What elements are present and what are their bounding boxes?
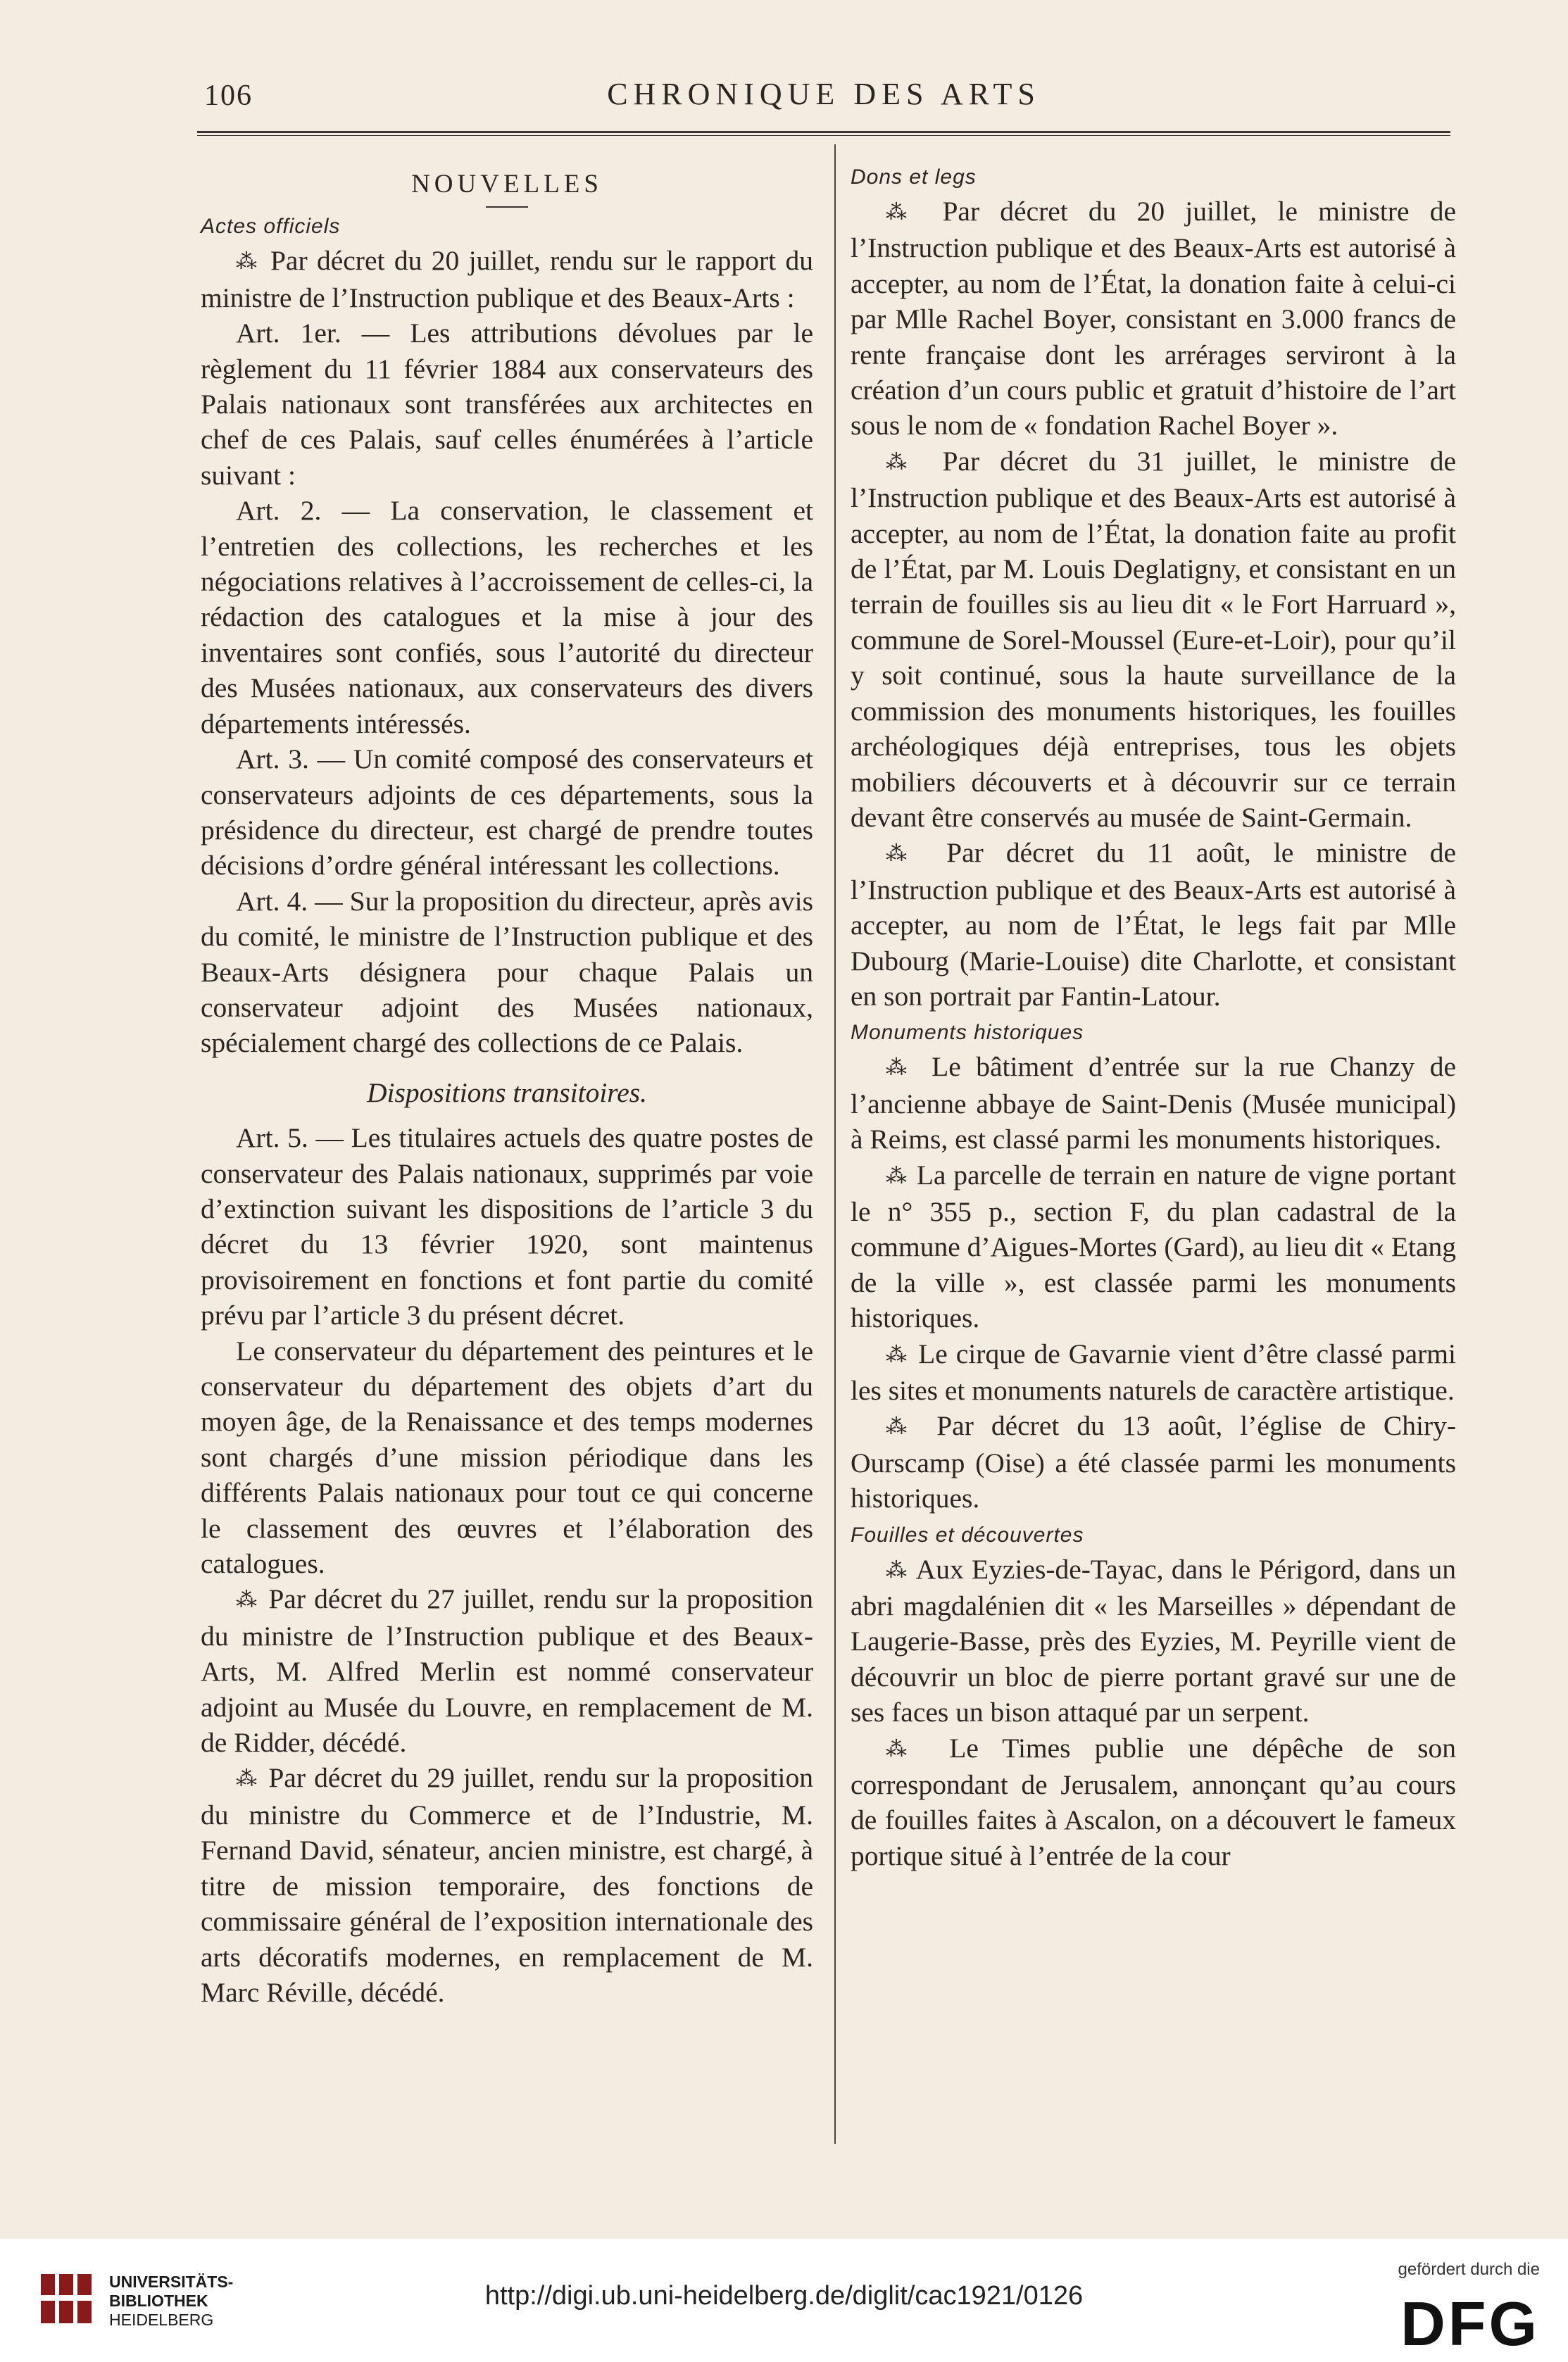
paragraph: ⁂ La parcelle de terrain en nature de vigne portant le n° 355 p., section F, du plan cadastral de la commune d’Aigues-Mortes (Gard), au lieu dit « Etang de la ville », est classée parmi les monuments historiques.: [851, 1159, 1457, 1334]
asterism-icon: ⁂: [236, 1588, 261, 1612]
column-divider: [834, 144, 836, 2144]
viewer-footer: [0, 2239, 1568, 2362]
asterism-icon: ⁂: [886, 1415, 920, 1439]
paragraph: Art. 4. — Sur la proposition du directeur, après avis du comité, le ministre de l’Instruction publique et des Beaux-Arts désignera pour chaque Palais un conservateur adjoint des Musées nationaux, spécialement chargé des collections de ce Palais.: [201, 885, 813, 1059]
asterism-icon: ⁂: [886, 1737, 926, 1761]
paragraph: ⁂ Par décret du 20 juillet, rendu sur le rapport du ministre de l’Instruction publique et des Beaux-Arts :: [201, 245, 813, 313]
asterism-icon: ⁂: [886, 1343, 910, 1367]
subsection-heading-actes: Actes officiels: [201, 215, 341, 239]
page-header: [197, 70, 1450, 127]
paragraph: Art. 2. — La conservation, le classement et l’entretien des collections, les recherches et les négociations relatives à l’accroissement de celles-ci, la rédaction des catalogues et la mise à jour des inventaires sont confiés, sous l’autorité du directeur des Musées nationaux, aux conservateurs des divers départements intéressés.: [201, 495, 813, 739]
asterism-icon: ⁂: [886, 201, 922, 224]
university-library-name: UNIVERSITÄTS- BIBLIOTHEK HEIDELBERG: [109, 2273, 234, 2329]
header-rule-thin: [197, 135, 1450, 136]
paragraph: Art. 3. — Un comité composé des conservateurs et conservateurs adjoints de ces départements, sous la présidence du directeur, est chargé de prendre toutes décisions d’ordre général intéressant les collections.: [201, 743, 813, 881]
dfg-logo: DFG: [1400, 2289, 1540, 2358]
header-rule: [197, 131, 1450, 133]
subsection-heading-monuments: Monuments historiques: [851, 1021, 1084, 1045]
asterism-icon: ⁂: [886, 1164, 909, 1188]
paragraph: ⁂ Par décret du 13 août, l’église de Chiry-Ourscamp (Oise) a été classée parmi les monuments historiques.: [851, 1410, 1457, 1514]
paragraph: ⁂ Aux Eyzies-de-Tayac, dans le Périgord, dans un abri magdalénien dit « les Marseilles » dépendant de Laugerie-Basse, près des Eyzies, M. Peyrille vient de découvrir un bloc de pierre portant gravé sur une de ses faces un bison attaqué par un serpent.: [851, 1553, 1457, 1728]
paragraph: ⁂ Le cirque de Gavarnie vient d’être classé parmi les sites et monuments naturels de caractère artistique.: [851, 1338, 1456, 1406]
funding-caption: gefördert durch die: [1398, 2260, 1540, 2279]
section-title: NOUVELLES: [411, 170, 603, 199]
paragraph: Le conservateur du département des peintures et le conservateur du département des objets d’art du moyen âge, de la Renaissance et des temps modernes sont chargés d’une mission périodique dans les différents Palais nationaux pour tout ce qui concerne le classement des œuvres et l’élaboration des catalogues.: [201, 1335, 813, 1580]
paragraph: ⁂ Le bâtiment d’entrée sur la rue Chanzy de l’ancienne abbaye de Saint-Denis (Musée municipal) à Reims, est classé parmi les monuments historiques.: [851, 1051, 1456, 1155]
paragraph: ⁂ Par décret du 11 août, le ministre de l’Instruction publique et des Beaux-Arts est autorisé à accepter, au nom de l’État, le legs fait par Mlle Dubourg (Marie-Louise) dite Charlotte, et consistant en son portrait par Fantin-Latour.: [851, 837, 1457, 1012]
page-number: 106: [204, 80, 253, 112]
paragraph: ⁂ Le Times publie une dépêche de son correspondant de Jerusalem, annonçant qu’au cours de fouilles faites à Ascalon, on a découvert le fameux portique situé à l’entrée de la cour: [851, 1732, 1457, 1871]
subsection-heading-fouilles: Fouilles et découvertes: [851, 1523, 1084, 1547]
asterism-icon: ⁂: [886, 1558, 910, 1582]
left-column: [201, 158, 813, 2010]
running-title: CHRONIQUE DES ARTS: [607, 77, 1041, 111]
asterism-icon: ⁂: [886, 1056, 917, 1080]
paragraph: Art. 5. — Les titulaires actuels des quatre postes de conservateur des Palais nationaux, supprimés par voie d’extinction suivant les dispositions de l’article 3 du décret du 13 février 1920, sont maintenus provisoirement en fonctions et font partie du comité prévu par l’article 3 du présent décret.: [201, 1122, 813, 1331]
subsection-heading-dons: Dons et legs: [851, 165, 977, 189]
right-column: [851, 158, 1456, 1873]
asterism-icon: ⁂: [886, 842, 924, 866]
paragraph: ⁂ Par décret du 27 juillet, rendu sur la proposition du ministre de l’Instruction publique et des Beaux-Arts, M. Alfred Merlin est nommé conservateur adjoint au Musée du Louvre, en remplacement de M. de Ridder, décédé.: [201, 1583, 814, 1759]
paragraph: ⁂ Par décret du 29 juillet, rendu sur la proposition du ministre du Commerce et de l’Industrie, M. Fernand David, sénateur, ancien ministre, est chargé, à titre de mission temporaire, des fonctions de commissaire général de l’exposition internationale des arts décoratifs modernes, en remplacement de M. Marc Réville, décédé.: [201, 1762, 814, 2008]
asterism-icon: ⁂: [236, 250, 261, 274]
permalink-url[interactable]: http://digi.ub.uni-heidelberg.de/diglit/cac1921/0126: [484, 2281, 1084, 2311]
title-rule: [486, 206, 528, 208]
paragraph: ⁂ Par décret du 20 juillet, le ministre de l’Instruction publique et des Beaux-Arts est autorisé à accepter, au nom de l’État, la donation faite à celui-ci par Mlle Rachel Boyer, consistant en 3.000 francs de rente française dont les arrérages serviront à la création d’un cours public et gratuit d’histoire de l’art sous le nom de « fondation Rachel Boyer ».: [851, 196, 1457, 441]
paragraph: ⁂ Par décret du 31 juillet, le ministre de l’Instruction publique et des Beaux-Arts est autorisé à accepter, au nom de l’État, la donation faite au profit de l’État, par M. Louis Deglatigny, et consistant en un terrain de fouilles sis au lieu dit « le Fort Harruard », commune de Sorel-Moussel (Eure-et-Loir), pour qu’il y soit continué, sous la haute surveillance de la commission des monuments historiques, les fouilles archéologiques déjà entreprises, tous les objets mobiliers découverts et à découvrir sur ce terrain devant être conservés au musée de Saint-Germain.: [851, 445, 1457, 833]
subheading-transitoires: Dispositions transitoires.: [367, 1076, 647, 1108]
paragraph: Art. 1er. — Les attributions dévolues par le règlement du 11 février 1884 aux conservateurs des Palais nationaux sont transférées aux architectes en chef de ces Palais, sauf celles énumérées à l’article suivant :: [201, 318, 813, 491]
asterism-icon: ⁂: [886, 450, 922, 474]
asterism-icon: ⁂: [236, 1767, 261, 1791]
